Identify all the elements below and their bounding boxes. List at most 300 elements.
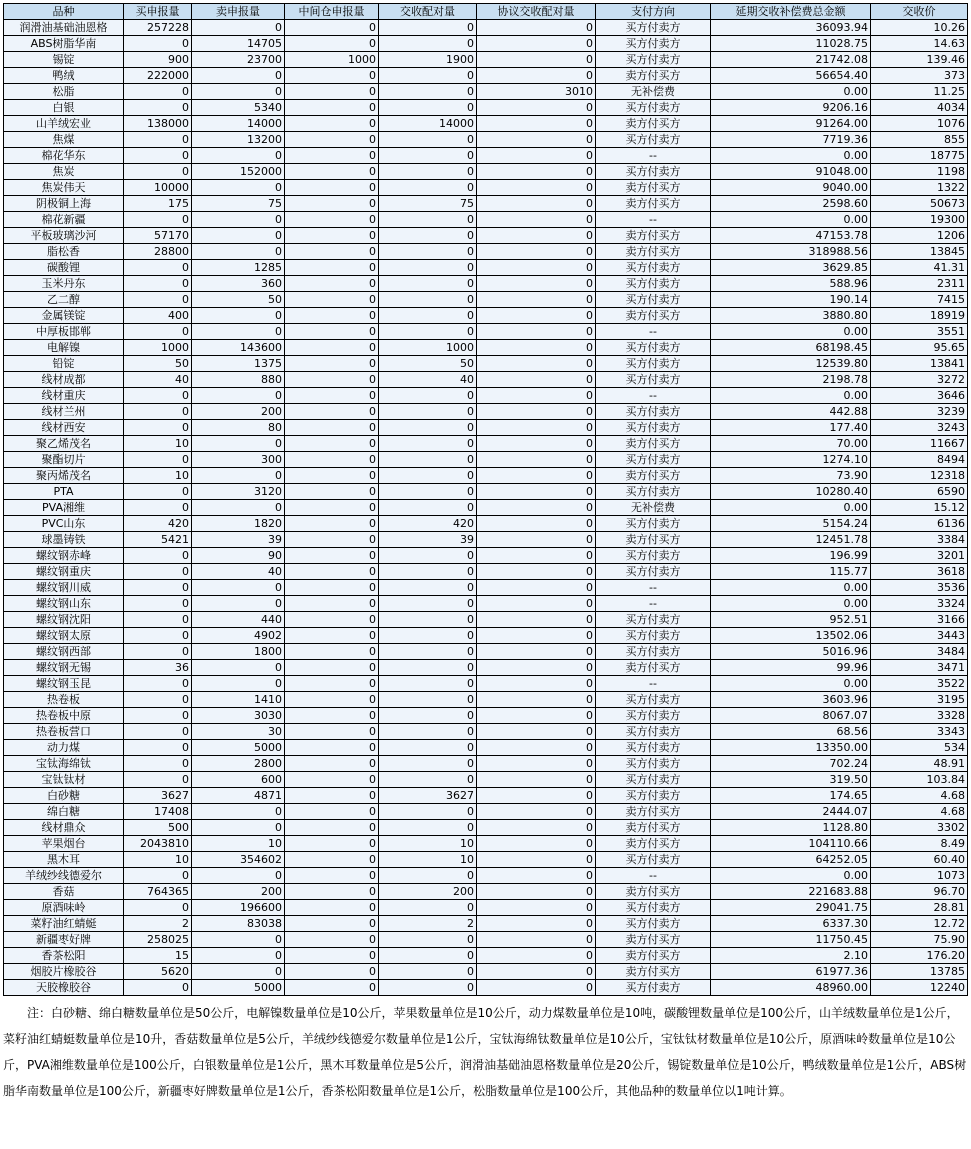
sell-qty-cell: 0 [192,596,285,612]
compensation-amount-cell: 952.51 [711,612,871,628]
table-row [4,324,968,340]
agreement-qty-cell: 0 [477,644,596,660]
middle-qty-cell: 0 [285,852,379,868]
matched-qty-cell: 10 [379,836,477,852]
buy-qty-cell: 900 [124,52,192,68]
middle-qty-cell: 0 [285,804,379,820]
sell-qty-cell: 0 [192,212,285,228]
sell-qty-cell: 13200 [192,132,285,148]
table-row [4,820,968,836]
delivery-price-cell: 4034 [871,100,968,116]
agreement-qty-cell: 0 [477,532,596,548]
delivery-price-cell: 855 [871,132,968,148]
middle-qty-cell: 0 [285,564,379,580]
pay-direction-cell: 买方付卖方 [596,516,711,532]
buy-qty-cell: 764365 [124,884,192,900]
sell-qty-cell: 4871 [192,788,285,804]
delivery-price-cell: 103.84 [871,772,968,788]
sell-qty-cell: 196600 [192,900,285,916]
table-row [4,468,968,484]
pay-direction-cell: 买方付卖方 [596,900,711,916]
delivery-price-cell: 12.72 [871,916,968,932]
agreement-qty-cell: 0 [477,564,596,580]
sell-qty-cell: 75 [192,196,285,212]
buy-qty-cell: 57170 [124,228,192,244]
buy-qty-cell: 0 [124,580,192,596]
middle-qty-cell: 0 [285,692,379,708]
table-row [4,132,968,148]
table-row [4,180,968,196]
middle-qty-cell: 0 [285,132,379,148]
middle-qty-cell: 0 [285,452,379,468]
compensation-amount-cell: 0.00 [711,212,871,228]
matched-qty-cell: 0 [379,180,477,196]
agreement-qty-cell: 0 [477,740,596,756]
sell-qty-cell: 1820 [192,516,285,532]
pay-direction-cell: 买方付卖方 [596,292,711,308]
sell-qty-cell: 30 [192,724,285,740]
buy-qty-cell: 138000 [124,116,192,132]
matched-qty-cell: 0 [379,212,477,228]
product-name-cell: 阴极铜上海 [4,196,124,212]
agreement-qty-cell: 0 [477,932,596,948]
pay-direction-cell: 买方付卖方 [596,628,711,644]
matched-qty-cell: 0 [379,436,477,452]
table-row [4,212,968,228]
pay-direction-cell: 买方付卖方 [596,788,711,804]
table-row [4,84,968,100]
middle-qty-cell: 0 [285,724,379,740]
pay-direction-cell: 买方付卖方 [596,548,711,564]
table-row [4,836,968,852]
matched-qty-cell: 0 [379,308,477,324]
table-row [4,852,968,868]
product-name-cell: 螺纹钢山东 [4,596,124,612]
middle-qty-cell: 0 [285,212,379,228]
sell-qty-cell: 152000 [192,164,285,180]
agreement-qty-cell: 0 [477,388,596,404]
buy-qty-cell: 0 [124,612,192,628]
pay-direction-cell: 卖方付买方 [596,68,711,84]
agreement-qty-cell: 0 [477,852,596,868]
matched-qty-cell: 0 [379,948,477,964]
product-name-cell: 宝钛钛材 [4,772,124,788]
delivery-price-cell: 3272 [871,372,968,388]
middle-qty-cell: 0 [285,708,379,724]
buy-qty-cell: 0 [124,36,192,52]
sell-qty-cell: 0 [192,324,285,340]
agreement-qty-cell: 0 [477,372,596,388]
table-row [4,100,968,116]
agreement-qty-cell: 0 [477,68,596,84]
matched-qty-cell: 0 [379,676,477,692]
buy-qty-cell: 0 [124,388,192,404]
buy-qty-cell: 15 [124,948,192,964]
product-name-cell: 绵白糖 [4,804,124,820]
middle-qty-cell: 0 [285,340,379,356]
product-name-cell: 乙二醇 [4,292,124,308]
product-name-cell: 鸭绒 [4,68,124,84]
agreement-qty-cell: 0 [477,548,596,564]
product-name-cell: 螺纹钢玉昆 [4,676,124,692]
middle-qty-cell: 0 [285,980,379,996]
middle-qty-cell: 0 [285,644,379,660]
buy-qty-cell: 0 [124,164,192,180]
product-name-cell: 铅锭 [4,356,124,372]
table-row [4,772,968,788]
middle-qty-cell: 0 [285,484,379,500]
compensation-amount-cell: 21742.08 [711,52,871,68]
buy-qty-cell: 0 [124,132,192,148]
buy-qty-cell: 36 [124,660,192,676]
product-name-cell: 螺纹钢太原 [4,628,124,644]
agreement-qty-cell: 0 [477,820,596,836]
pay-direction-cell: 卖方付买方 [596,660,711,676]
pay-direction-cell: 买方付卖方 [596,372,711,388]
product-name-cell: 螺纹钢无锡 [4,660,124,676]
pay-direction-cell: 卖方付买方 [596,468,711,484]
delivery-price-cell: 534 [871,740,968,756]
matched-qty-cell: 75 [379,196,477,212]
middle-qty-cell: 0 [285,628,379,644]
middle-qty-cell: 0 [285,580,379,596]
sell-qty-cell: 14000 [192,116,285,132]
agreement-qty-cell: 0 [477,452,596,468]
product-name-cell: 天胶橡胶谷 [4,980,124,996]
middle-qty-cell: 0 [285,884,379,900]
sell-qty-cell: 1410 [192,692,285,708]
column-header: 支付方向 [596,4,711,20]
agreement-qty-cell: 0 [477,948,596,964]
product-name-cell: 松脂 [4,84,124,100]
compensation-amount-cell: 13350.00 [711,740,871,756]
pay-direction-cell: 买方付卖方 [596,36,711,52]
delivery-price-cell: 3484 [871,644,968,660]
compensation-amount-cell: 68198.45 [711,340,871,356]
product-name-cell: 白银 [4,100,124,116]
agreement-qty-cell: 0 [477,788,596,804]
table-row [4,148,968,164]
matched-qty-cell: 0 [379,548,477,564]
pay-direction-cell: 卖方付买方 [596,228,711,244]
table-row [4,596,968,612]
matched-qty-cell: 0 [379,628,477,644]
agreement-qty-cell: 0 [477,708,596,724]
delivery-price-cell: 50673 [871,196,968,212]
matched-qty-cell: 420 [379,516,477,532]
buy-qty-cell: 0 [124,676,192,692]
sell-qty-cell: 80 [192,420,285,436]
sell-qty-cell: 440 [192,612,285,628]
column-header: 买申报量 [124,4,192,20]
table-row [4,676,968,692]
matched-qty-cell: 0 [379,660,477,676]
table-row [4,276,968,292]
matched-qty-cell: 0 [379,820,477,836]
agreement-qty-cell: 0 [477,980,596,996]
compensation-amount-cell: 10280.40 [711,484,871,500]
compensation-amount-cell: 2198.78 [711,372,871,388]
delivery-price-cell: 3384 [871,532,968,548]
middle-qty-cell: 0 [285,532,379,548]
product-name-cell: 菜籽油红蜻蜓 [4,916,124,932]
middle-qty-cell: 0 [285,468,379,484]
matched-qty-cell: 0 [379,900,477,916]
matched-qty-cell: 0 [379,868,477,884]
agreement-qty-cell: 0 [477,148,596,164]
pay-direction-cell: 买方付卖方 [596,276,711,292]
sell-qty-cell: 39 [192,532,285,548]
buy-qty-cell: 0 [124,548,192,564]
compensation-amount-cell: 221683.88 [711,884,871,900]
delivery-price-cell: 6590 [871,484,968,500]
middle-qty-cell: 0 [285,740,379,756]
agreement-qty-cell: 0 [477,468,596,484]
buy-qty-cell: 0 [124,484,192,500]
agreement-qty-cell: 0 [477,916,596,932]
middle-qty-cell: 0 [285,244,379,260]
agreement-qty-cell: 0 [477,404,596,420]
delivery-price-cell: 48.91 [871,756,968,772]
middle-qty-cell: 0 [285,788,379,804]
buy-qty-cell: 3627 [124,788,192,804]
delivery-price-cell: 6136 [871,516,968,532]
middle-qty-cell: 0 [285,260,379,276]
sell-qty-cell: 1375 [192,356,285,372]
delivery-price-cell: 60.40 [871,852,968,868]
compensation-amount-cell: 47153.78 [711,228,871,244]
middle-qty-cell: 0 [285,116,379,132]
middle-qty-cell: 0 [285,388,379,404]
delivery-price-cell: 8.49 [871,836,968,852]
matched-qty-cell: 14000 [379,116,477,132]
agreement-qty-cell: 0 [477,164,596,180]
table-row [4,36,968,52]
sell-qty-cell: 0 [192,244,285,260]
product-name-cell: 白砂糖 [4,788,124,804]
sell-qty-cell: 143600 [192,340,285,356]
pay-direction-cell: 无补偿费 [596,84,711,100]
product-name-cell: 平板玻璃沙河 [4,228,124,244]
buy-qty-cell: 0 [124,500,192,516]
delivery-price-cell: 95.65 [871,340,968,356]
buy-qty-cell: 420 [124,516,192,532]
middle-qty-cell: 0 [285,964,379,980]
pay-direction-cell: 卖方付买方 [596,804,711,820]
product-name-cell: 碳酸锂 [4,260,124,276]
pay-direction-cell: 买方付卖方 [596,404,711,420]
delivery-price-cell: 1206 [871,228,968,244]
sell-qty-cell: 0 [192,820,285,836]
compensation-amount-cell: 11750.45 [711,932,871,948]
compensation-amount-cell: 3603.96 [711,692,871,708]
sell-qty-cell: 1800 [192,644,285,660]
buy-qty-cell: 222000 [124,68,192,84]
buy-qty-cell: 0 [124,868,192,884]
sell-qty-cell: 10 [192,836,285,852]
pay-direction-cell: 买方付卖方 [596,260,711,276]
middle-qty-cell: 0 [285,404,379,420]
product-name-cell: 苹果烟台 [4,836,124,852]
pay-direction-cell: 卖方付买方 [596,196,711,212]
buy-qty-cell: 0 [124,564,192,580]
delivery-price-cell: 1076 [871,116,968,132]
buy-qty-cell: 0 [124,420,192,436]
column-header: 中间仓申报量 [285,4,379,20]
buy-qty-cell: 0 [124,708,192,724]
table-row [4,740,968,756]
compensation-amount-cell: 0.00 [711,676,871,692]
sell-qty-cell: 0 [192,20,285,36]
product-name-cell: 焦煤 [4,132,124,148]
product-name-cell: 宝钛海绵钛 [4,756,124,772]
matched-qty-cell: 0 [379,388,477,404]
pay-direction-cell: 卖方付买方 [596,948,711,964]
sell-qty-cell: 300 [192,452,285,468]
compensation-amount-cell: 0.00 [711,388,871,404]
compensation-amount-cell: 48960.00 [711,980,871,996]
sell-qty-cell: 0 [192,580,285,596]
delivery-price-cell: 19300 [871,212,968,228]
buy-qty-cell: 0 [124,292,192,308]
matched-qty-cell: 0 [379,20,477,36]
agreement-qty-cell: 0 [477,772,596,788]
sell-qty-cell: 40 [192,564,285,580]
product-name-cell: 聚乙烯茂名 [4,436,124,452]
pay-direction-cell: 卖方付买方 [596,436,711,452]
matched-qty-cell: 0 [379,244,477,260]
delivery-price-cell: 3646 [871,388,968,404]
matched-qty-cell: 10 [379,852,477,868]
buy-qty-cell: 2 [124,916,192,932]
table-row [4,692,968,708]
compensation-amount-cell: 8067.07 [711,708,871,724]
agreement-qty-cell: 0 [477,260,596,276]
agreement-qty-cell: 0 [477,292,596,308]
compensation-amount-cell: 13502.06 [711,628,871,644]
column-header: 交收价 [871,4,968,20]
pay-direction-cell: 卖方付买方 [596,244,711,260]
table-row [4,932,968,948]
agreement-qty-cell: 0 [477,836,596,852]
sell-qty-cell: 0 [192,932,285,948]
buy-qty-cell: 10 [124,436,192,452]
column-header: 品种 [4,4,124,20]
delivery-price-cell: 3324 [871,596,968,612]
product-name-cell: 新疆枣好牌 [4,932,124,948]
buy-qty-cell: 0 [124,756,192,772]
middle-qty-cell: 0 [285,916,379,932]
product-name-cell: 焦炭 [4,164,124,180]
delivery-price-cell: 12318 [871,468,968,484]
compensation-amount-cell: 73.90 [711,468,871,484]
middle-qty-cell: 0 [285,308,379,324]
product-name-cell: 金属镁锭 [4,308,124,324]
compensation-amount-cell: 3629.85 [711,260,871,276]
table-row [4,116,968,132]
sell-qty-cell: 0 [192,948,285,964]
delivery-price-cell: 14.63 [871,36,968,52]
buy-qty-cell: 0 [124,740,192,756]
matched-qty-cell: 50 [379,356,477,372]
compensation-amount-cell: 115.77 [711,564,871,580]
table-row [4,756,968,772]
sell-qty-cell: 0 [192,500,285,516]
agreement-qty-cell: 0 [477,484,596,500]
middle-qty-cell: 0 [285,36,379,52]
compensation-amount-cell: 0.00 [711,596,871,612]
matched-qty-cell: 0 [379,740,477,756]
compensation-amount-cell: 36093.94 [711,20,871,36]
pay-direction-cell: 买方付卖方 [596,772,711,788]
delivery-price-cell: 96.70 [871,884,968,900]
pay-direction-cell: 买方付卖方 [596,708,711,724]
delivery-price-cell: 3195 [871,692,968,708]
matched-qty-cell: 0 [379,564,477,580]
middle-qty-cell: 0 [285,180,379,196]
compensation-amount-cell: 64252.05 [711,852,871,868]
agreement-qty-cell: 0 [477,340,596,356]
delivery-price-cell: 3201 [871,548,968,564]
compensation-amount-cell: 0.00 [711,580,871,596]
compensation-amount-cell: 29041.75 [711,900,871,916]
compensation-amount-cell: 1128.80 [711,820,871,836]
matched-qty-cell: 0 [379,804,477,820]
compensation-amount-cell: 0.00 [711,500,871,516]
product-name-cell: 电解镍 [4,340,124,356]
compensation-amount-cell: 5016.96 [711,644,871,660]
delivery-price-cell: 3343 [871,724,968,740]
table-row [4,948,968,964]
compensation-amount-cell: 0.00 [711,148,871,164]
delivery-price-cell: 3328 [871,708,968,724]
delivery-price-cell: 373 [871,68,968,84]
table-row [4,372,968,388]
sell-qty-cell: 90 [192,548,285,564]
table-row [4,164,968,180]
product-name-cell: 螺纹钢赤峰 [4,548,124,564]
compensation-amount-cell: 91048.00 [711,164,871,180]
buy-qty-cell: 0 [124,260,192,276]
product-name-cell: 聚丙烯茂名 [4,468,124,484]
pay-direction-cell: 买方付卖方 [596,724,711,740]
product-name-cell: 玉米丹东 [4,276,124,292]
matched-qty-cell: 1900 [379,52,477,68]
compensation-amount-cell: 190.14 [711,292,871,308]
pay-direction-cell: 买方付卖方 [596,484,711,500]
table-row [4,388,968,404]
agreement-qty-cell: 0 [477,884,596,900]
matched-qty-cell: 0 [379,228,477,244]
compensation-amount-cell: 1274.10 [711,452,871,468]
product-name-cell: 原酒味岭 [4,900,124,916]
delivery-price-cell: 3536 [871,580,968,596]
sell-qty-cell: 1285 [192,260,285,276]
table-header-row [4,4,968,20]
table-row [4,724,968,740]
product-name-cell: PTA [4,484,124,500]
table-body [4,20,968,996]
buy-qty-cell: 257228 [124,20,192,36]
product-name-cell: 螺纹钢沈阳 [4,612,124,628]
agreement-qty-cell: 0 [477,804,596,820]
compensation-amount-cell: 104110.66 [711,836,871,852]
agreement-qty-cell: 0 [477,612,596,628]
matched-qty-cell: 0 [379,164,477,180]
agreement-qty-cell: 0 [477,116,596,132]
pay-direction-cell: -- [596,596,711,612]
sell-qty-cell: 200 [192,884,285,900]
